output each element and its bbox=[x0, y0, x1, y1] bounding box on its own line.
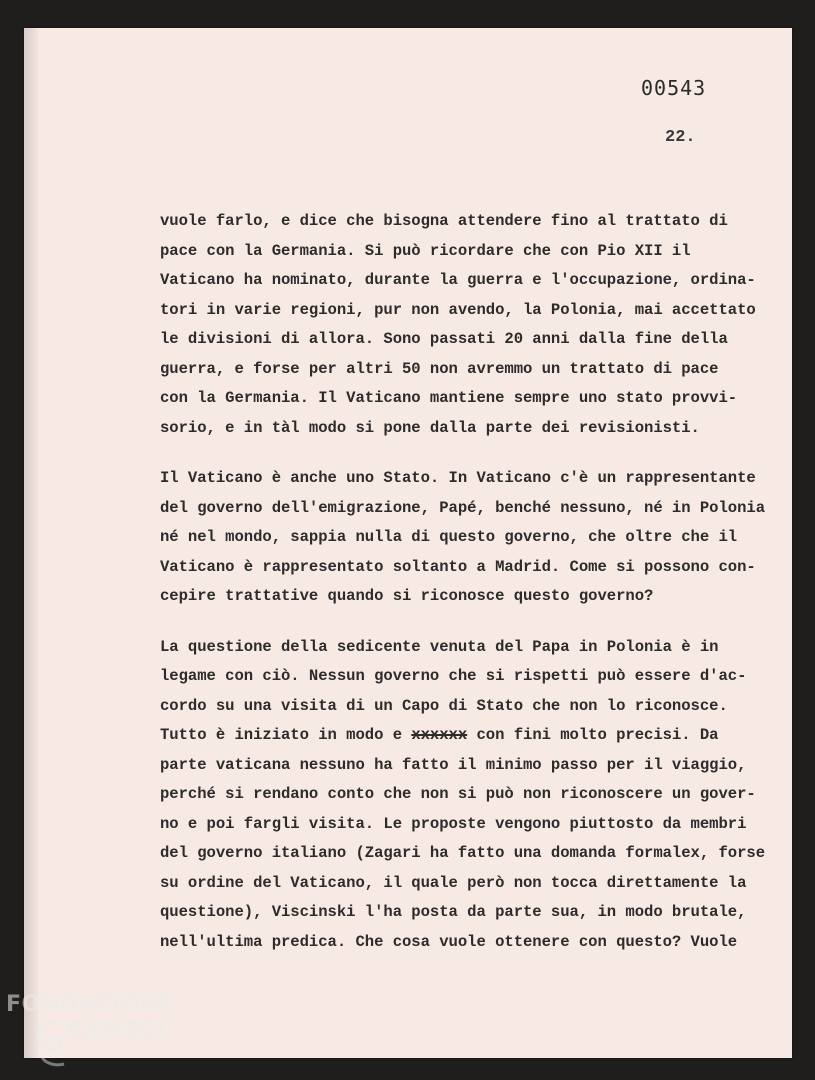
text-line: cepire trattative quando si riconosce questo governo? bbox=[160, 587, 654, 605]
text-line: Il Vaticano è anche uno Stato. In Vaticano c'è un rappresentante bbox=[160, 469, 756, 487]
paragraph bbox=[160, 464, 770, 612]
text-line: vuole farlo, e dice che bisogna attendere fino al trattato di bbox=[160, 212, 728, 230]
text-line: questione), Viscinski l'ha posta da parte sua, in modo brutale, bbox=[160, 903, 747, 921]
text-line: Tutto è iniziato in modo e xxxxxx con fini molto precisi. Da bbox=[160, 726, 719, 744]
watermark-logo-icon bbox=[36, 1018, 66, 1070]
watermark-subtitle: RAMSCI bbox=[66, 1018, 166, 1043]
paragraph bbox=[160, 633, 770, 958]
text-line: La questione della sedicente venuta del Papa in Polonia è in bbox=[160, 637, 719, 656]
text-line: no e poi fargli visita. Le proposte vengono piuttosto da membri bbox=[160, 814, 747, 833]
text-line: nell'ultima predica. Che cosa vuole ottenere con questo? Vuole bbox=[160, 932, 738, 951]
archive-number: 00543 bbox=[641, 76, 707, 100]
paragraph bbox=[160, 207, 770, 443]
page-edge-shadow bbox=[24, 28, 38, 1058]
text-line: tori in varie regioni, pur non avendo, la Polonia, mai accettato bbox=[160, 300, 756, 319]
document-body bbox=[160, 207, 770, 957]
text-line: parte vaticana nessuno ha fatto il minimo passo per il viaggio, bbox=[160, 755, 747, 774]
text-line: Vaticano ha nominato, durante la guerra e l'occupazione, ordina- bbox=[160, 271, 756, 289]
watermark bbox=[6, 992, 206, 1072]
text-line: sorio, e in tàl modo si pone dalla parte dei revisionisti. bbox=[160, 418, 700, 437]
page-number: 22. bbox=[665, 128, 696, 147]
text-line: Vaticano è rappresentato soltanto a Madrid. Come si possono con- bbox=[160, 557, 756, 576]
struck-out-word: xxxxxx bbox=[411, 726, 468, 744]
text-line: le divisioni di allora. Sono passati 20 anni dalla fine della bbox=[160, 330, 728, 348]
text-line: perché si rendano conto che non si può non riconoscere un gover- bbox=[160, 785, 756, 803]
text-line: guerra, e forse per altri 50 non avremmo un trattato di pace bbox=[160, 359, 719, 378]
text-line: del governo italiano (Zagari ha fatto una domanda formalex, forse bbox=[160, 844, 766, 862]
text-line: cordo su una visita di un Capo di Stato che non lo riconosce. bbox=[160, 696, 728, 715]
text-line: legame con ciò. Nessun governo che si rispetti può essere d'ac- bbox=[160, 667, 747, 685]
text-line: né nel mondo, sappia nulla di questo governo, che oltre che il bbox=[160, 528, 738, 546]
text-line: del governo dell'emigrazione, Papé, benché nessuno, né in Polonia bbox=[160, 498, 766, 517]
watermark-title: FONDAZIONE bbox=[6, 992, 175, 1017]
text-line: con la Germania. Il Vaticano mantiene sempre uno stato provvi- bbox=[160, 389, 738, 407]
text-line: su ordine del Vaticano, il quale però non tocca direttamente la bbox=[160, 873, 747, 892]
text-line: pace con la Germania. Si può ricordare che con Pio XII il bbox=[160, 241, 691, 260]
